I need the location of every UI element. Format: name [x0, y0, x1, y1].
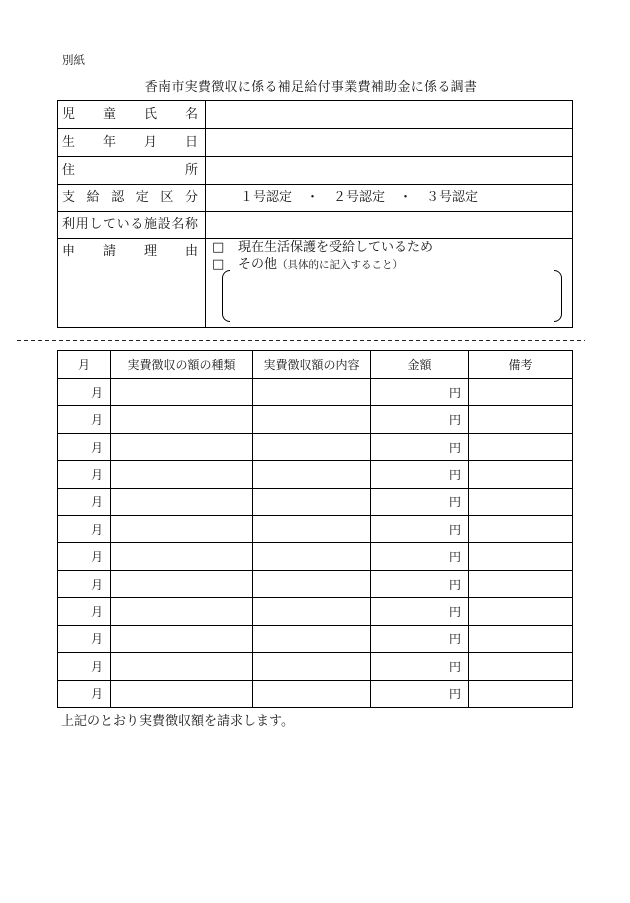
expense-type-cell	[111, 489, 253, 516]
header-expense-content: 実費徴収額の内容	[253, 351, 371, 379]
expense-table	[57, 350, 573, 708]
amount-cell: 円	[371, 461, 469, 488]
certification-option-1: １号認定	[240, 190, 293, 205]
expense-content-cell	[253, 681, 371, 708]
amount-cell: 円	[371, 543, 469, 570]
expense-content-cell	[253, 489, 371, 516]
remarks-cell	[469, 571, 573, 598]
address-field	[206, 157, 573, 185]
birth-date-label: 生年月日	[58, 129, 206, 157]
expense-content-cell	[253, 653, 371, 680]
amount-cell: 円	[371, 379, 469, 406]
expense-type-cell	[111, 681, 253, 708]
expense-content-cell	[253, 406, 371, 433]
expense-type-cell	[111, 434, 253, 461]
amount-cell: 円	[371, 598, 469, 625]
month-cell: 月	[58, 461, 111, 488]
right-bracket	[554, 270, 562, 322]
expense-content-cell	[253, 461, 371, 488]
month-cell: 月	[58, 626, 111, 653]
application-reason-label: 申請理由	[58, 239, 206, 328]
document-title: 香南市実費徴収に係る補足給付事業費補助金に係る調書	[144, 80, 478, 95]
reason-option-text: その他	[238, 257, 278, 272]
amount-cell: 円	[371, 653, 469, 680]
amount-cell: 円	[371, 571, 469, 598]
month-cell: 月	[58, 516, 111, 543]
remarks-cell	[469, 461, 573, 488]
month-cell: 月	[58, 571, 111, 598]
month-cell: 月	[58, 543, 111, 570]
amount-cell: 円	[371, 516, 469, 543]
facility-name-label: 利用している施設名称	[58, 212, 206, 239]
month-cell: 月	[58, 434, 111, 461]
expense-type-cell	[111, 626, 253, 653]
certification-option-3: ３号認定	[426, 190, 479, 205]
amount-cell: 円	[371, 406, 469, 433]
expense-content-cell	[253, 598, 371, 625]
expense-type-cell	[111, 598, 253, 625]
header-amount: 金額	[371, 351, 469, 379]
header-remarks: 備考	[469, 351, 573, 379]
expense-type-cell	[111, 461, 253, 488]
remarks-cell	[469, 379, 573, 406]
reason-option-note: （具体的に記入すること）	[277, 259, 404, 271]
header-month: 月	[58, 351, 111, 379]
option-separator: ・	[399, 190, 413, 205]
remarks-cell	[469, 406, 573, 433]
remarks-cell	[469, 543, 573, 570]
month-cell: 月	[58, 489, 111, 516]
month-cell: 月	[58, 379, 111, 406]
expense-content-cell	[253, 516, 371, 543]
certification-options	[206, 185, 573, 212]
remarks-cell	[469, 653, 573, 680]
annex-label: 別紙	[62, 53, 85, 67]
expense-content-cell	[253, 543, 371, 570]
expense-content-cell	[253, 434, 371, 461]
reason-option-text: 現在生活保護を受給しているため	[238, 240, 434, 255]
expense-type-cell	[111, 516, 253, 543]
remarks-cell	[469, 681, 573, 708]
header-expense-type: 実費徴収の額の種類	[111, 351, 253, 379]
address-label: 住所	[58, 157, 206, 185]
other-reason-write-in-area	[222, 270, 562, 322]
expense-type-cell	[111, 406, 253, 433]
amount-cell: 円	[371, 489, 469, 516]
option-separator: ・	[306, 190, 320, 205]
facility-name-field	[206, 212, 573, 239]
expense-type-cell	[111, 571, 253, 598]
expense-content-cell	[253, 626, 371, 653]
checkbox-icon: □	[212, 257, 225, 272]
amount-cell: 円	[371, 681, 469, 708]
birth-date-field	[206, 129, 573, 157]
remarks-cell	[469, 434, 573, 461]
certification-label: 支給認定区分	[58, 185, 206, 212]
dashed-cut-line	[17, 340, 585, 341]
expense-content-cell	[253, 379, 371, 406]
child-name-label: 児童氏名	[58, 101, 206, 129]
month-cell: 月	[58, 681, 111, 708]
expense-type-cell	[111, 543, 253, 570]
child-name-field	[206, 101, 573, 129]
left-bracket	[222, 270, 230, 322]
applicant-info-table	[57, 100, 573, 328]
amount-cell: 円	[371, 626, 469, 653]
month-cell: 月	[58, 406, 111, 433]
certification-option-2: ２号認定	[333, 190, 386, 205]
application-reason-options	[206, 239, 573, 328]
expense-content-cell	[253, 571, 371, 598]
month-cell: 月	[58, 653, 111, 680]
amount-cell: 円	[371, 434, 469, 461]
reason-option-welfare	[212, 239, 572, 256]
checkbox-icon: □	[212, 240, 225, 255]
remarks-cell	[469, 489, 573, 516]
request-statement: 上記のとおり実費徴収額を請求します。	[61, 714, 294, 729]
expense-type-cell	[111, 379, 253, 406]
remarks-cell	[469, 516, 573, 543]
remarks-cell	[469, 598, 573, 625]
month-cell: 月	[58, 598, 111, 625]
remarks-cell	[469, 626, 573, 653]
expense-type-cell	[111, 653, 253, 680]
